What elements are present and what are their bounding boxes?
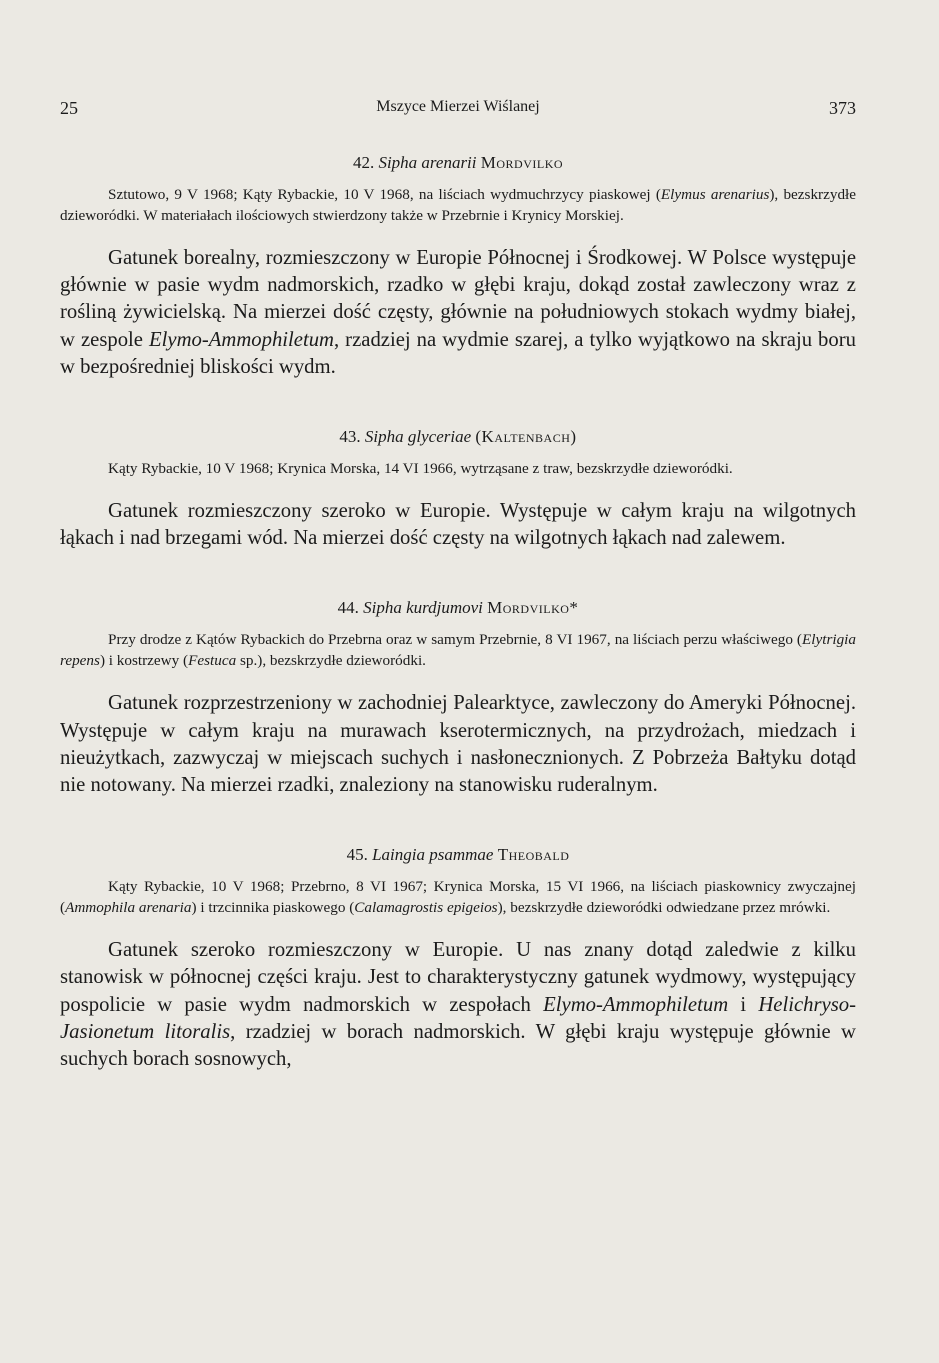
record-text: Sztutowo, 9 V 1968; Kąty Rybackie, 10 V 1968, na liściach wydmuchrzycy piaskowej ( xyxy=(108,186,661,203)
record-text: ) i trzcinnika piaskowego ( xyxy=(191,899,355,917)
record-italic: Elymus arenarius xyxy=(660,186,770,203)
page-number-right: 373 xyxy=(829,98,856,118)
description-text: , rzadziej na wydmie szarej, a tylko wyjątkowo na skraju boru w bezpośredniej bliskości wydm. xyxy=(60,328,856,378)
description-italic: Helichryso-Jasionetum litoralis xyxy=(60,993,857,1043)
record-italic: Calamagrostis epigeios xyxy=(354,899,498,917)
record-text: ) i kostrzewy ( xyxy=(99,652,189,670)
collection-record xyxy=(60,876,856,918)
species-description xyxy=(60,937,856,1073)
species-author: Mordvilko* xyxy=(487,598,579,618)
description-text: Gatunek borealny, rozmieszczony w Europie Północnej i Środkowej. W Polsce występuje głównie w pasie wydm nadmorskich, rzadko w głębi kraju, dokąd został zawleczony wraz z rośliną żywicielską. Na mierzei dość częsty, głównie na południowych stokach wydmy białej, w zespole xyxy=(60,247,856,351)
main-content xyxy=(60,152,856,1118)
species-name: Sipha glyceriae xyxy=(364,427,472,447)
collection-record xyxy=(60,184,856,226)
record-italic: Festuca xyxy=(188,652,237,670)
collection-record xyxy=(60,629,856,671)
record-text: Kąty Rybackie, 10 V 1968; Przebrno, 8 VI 1967; Krynica Morska, 15 VI 1966, na liściach piaskownicy zwyczajnej ( xyxy=(60,878,856,917)
species-number: 43. xyxy=(339,427,361,447)
record-italic: Ammophila arenaria xyxy=(65,899,192,917)
record-text: Przy drodze z Kątów Rybackich do Przebrna oraz w samym Przebrnie, 8 VI 1967, na liściach perzu właściwego ( xyxy=(108,631,802,649)
species-heading xyxy=(60,844,856,866)
species-heading xyxy=(60,152,856,174)
species-name: Laingia psammae xyxy=(372,845,494,865)
page-number-left: 25 xyxy=(60,98,78,118)
species-entry-42 xyxy=(60,152,856,381)
description-text: Gatunek szeroko rozmieszczony w Europie. U nas znany dotąd zaledwie z kilku stanowisk w północnej części kraju. Jest to charakterystyczny gatunek wydmowy, występujący pospolicie w pasie wydm nadmorskich w zespołach xyxy=(60,939,856,1016)
species-heading xyxy=(60,597,856,619)
collection-record xyxy=(60,458,856,479)
description-text: , rzadziej w borach nadmorskich. W głębi kraju występuje głównie w suchych borach sosnowych, xyxy=(60,1020,856,1071)
record-italic: Elytrigia repens xyxy=(60,631,856,670)
running-title: Mszyce Mierzei Wiślanej xyxy=(376,98,540,115)
species-name: Sipha kurdjumovi xyxy=(363,598,483,618)
record-text: sp.), bezskrzydłe dzieworódki. xyxy=(236,652,426,670)
species-heading xyxy=(60,426,856,448)
species-description xyxy=(60,498,856,552)
description-text: Gatunek rozmieszczony szeroko w Europie. Występuje w całym kraju na wilgotnych łąkach i nad brzegami wód. Na mierzei dość częsty na wilgotnych łąkach nad zalewem. xyxy=(60,500,856,550)
description-text: i xyxy=(728,993,759,1016)
species-entry-44 xyxy=(60,597,856,799)
description-italic: Elymo-Ammophiletum xyxy=(543,993,729,1016)
species-entry-43 xyxy=(60,426,856,552)
page-header xyxy=(60,98,856,122)
species-description xyxy=(60,690,856,799)
species-description xyxy=(60,245,856,381)
species-name: Sipha arenarii xyxy=(378,153,477,172)
species-author: Mordvilko xyxy=(480,153,564,172)
species-number: 42. xyxy=(352,153,375,172)
record-text: ), bezskrzydłe dzieworódki. W materiałach ilościowych stwierdzony także w Przebrnie i Krynicy Morskiej. xyxy=(60,186,856,224)
description-italic: Elymo-Ammophiletum xyxy=(149,328,334,351)
species-number: 44. xyxy=(337,598,359,618)
record-text: ), bezskrzydłe dzieworódki odwiedzane przez mrówki. xyxy=(497,899,831,917)
species-number: 45. xyxy=(346,845,368,865)
record-text: Kąty Rybackie, 10 V 1968; Krynica Morska, 14 VI 1966, wytrząsane z traw, bezskrzydłe dzieworódki. xyxy=(108,460,733,478)
species-author: (Kaltenbach) xyxy=(475,427,577,447)
description-text: Gatunek rozprzestrzeniony w zachodniej Palearktyce, zawleczony do Ameryki Północnej. Występuje w całym kraju na murawach kserotermicznych, na przydrożach, miedzach i nieużytkach, zazwyczaj w miejscach suchych i nasłonecznionych. Z Pobrzeża Bałtyku dotąd nie notowany. Na mierzei rzadki, znaleziony na stanowisku ruderalnym. xyxy=(60,692,856,797)
species-author: Theobald xyxy=(497,845,570,865)
species-entry-45 xyxy=(60,844,856,1073)
